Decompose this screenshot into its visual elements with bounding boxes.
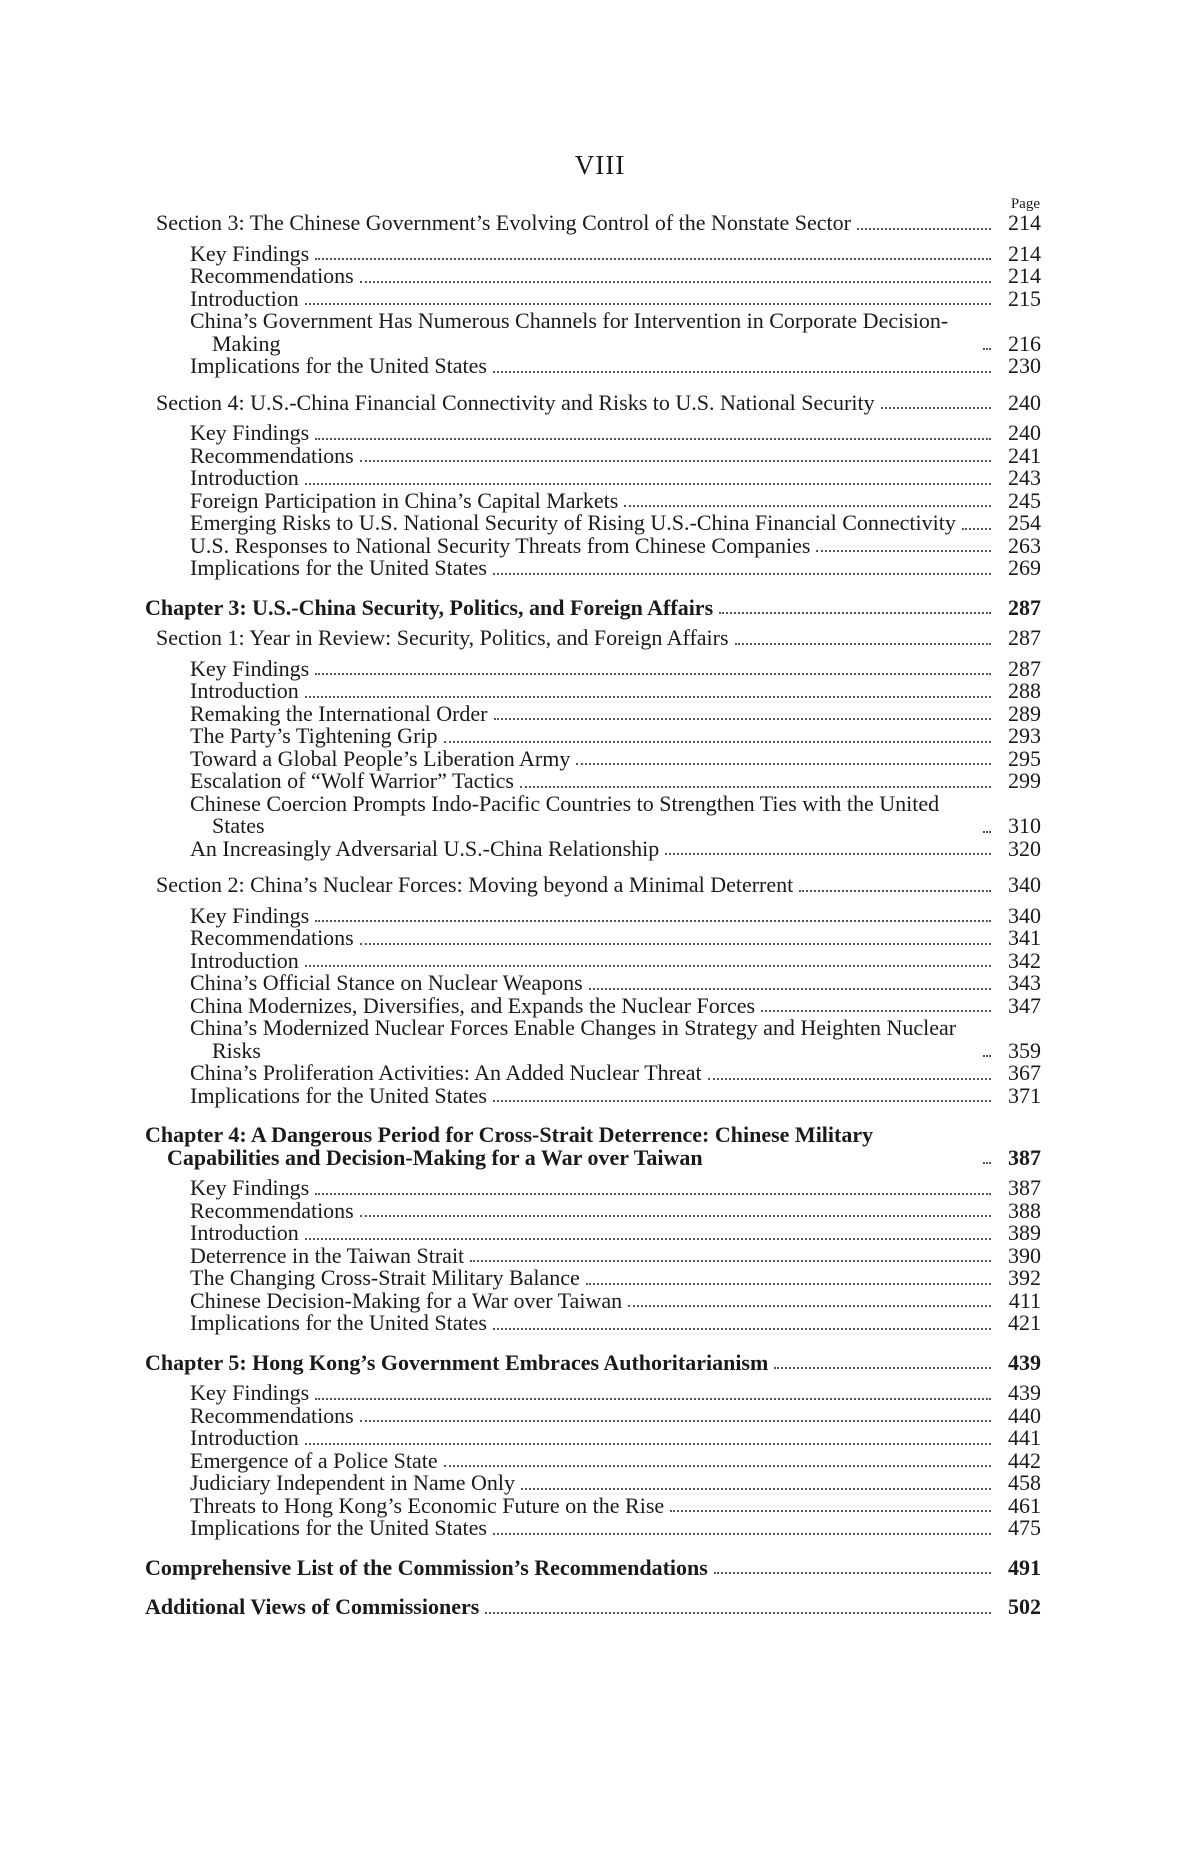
toc-item bbox=[145, 790, 1041, 838]
toc-item bbox=[145, 1517, 1041, 1540]
dot-leader bbox=[305, 1442, 991, 1445]
toc-entry-page: 461 bbox=[1008, 1492, 1041, 1518]
dot-leader bbox=[315, 1397, 991, 1400]
toc-entry-title: Introduction bbox=[190, 285, 299, 311]
toc-item bbox=[145, 655, 1041, 681]
dot-leader bbox=[493, 572, 991, 575]
toc-entry-page: 367 bbox=[1008, 1060, 1041, 1085]
toc-entry-title: Implications for the United States bbox=[190, 1082, 487, 1108]
dot-leader bbox=[315, 437, 991, 440]
dot-leader bbox=[493, 1327, 991, 1330]
toc-item bbox=[145, 1287, 1041, 1313]
toc-section bbox=[145, 389, 1041, 415]
toc-item bbox=[145, 947, 1041, 973]
toc-entry-title: Implications for the United States bbox=[190, 1515, 487, 1540]
toc-entry-title: Section 3: The Chinese Government’s Evolving Control of the Nonstate Sector bbox=[156, 210, 851, 235]
toc-item bbox=[145, 1177, 1041, 1200]
toc-entry-page: 387 bbox=[1008, 1175, 1041, 1200]
toc-entry-page: 295 bbox=[1008, 745, 1041, 771]
toc-item bbox=[145, 725, 1041, 748]
dot-leader bbox=[360, 942, 991, 945]
toc-item bbox=[145, 1472, 1041, 1495]
toc-entry-title: Chinese Decision-Making for a War over Taiwan bbox=[190, 1287, 623, 1313]
toc-entry-page: 240 bbox=[1008, 420, 1041, 445]
toc-item bbox=[145, 1312, 1041, 1335]
dot-leader bbox=[576, 762, 991, 765]
dot-leader bbox=[983, 1161, 991, 1164]
dot-leader bbox=[521, 1487, 991, 1490]
toc-item bbox=[145, 745, 1041, 771]
toc-entry-title: China’s Proliferation Activities: An Added Nuclear Threat bbox=[190, 1060, 702, 1085]
toc-entry-page: 269 bbox=[1008, 555, 1041, 580]
dot-leader bbox=[708, 1077, 991, 1080]
toc-entry-title: Threats to Hong Kong’s Economic Future on the Rise bbox=[190, 1492, 665, 1518]
toc-entry-page: 241 bbox=[1008, 442, 1041, 468]
toc-item bbox=[145, 1222, 1041, 1245]
toc-entry-page: 230 bbox=[1008, 353, 1041, 378]
toc-entry-page: 243 bbox=[1008, 465, 1041, 490]
dot-leader bbox=[719, 611, 991, 614]
toc-entry-title: Deterrence in the Taiwan Strait bbox=[190, 1242, 465, 1268]
toc-item bbox=[145, 700, 1041, 726]
toc-entry-page: 340 bbox=[1008, 902, 1041, 928]
toc-entry-page: 442 bbox=[1008, 1447, 1041, 1473]
toc-item bbox=[145, 972, 1041, 995]
toc-entry-title: Toward a Global People’s Liberation Army bbox=[190, 745, 571, 771]
toc-entry-page: 287 bbox=[1008, 655, 1041, 681]
toc-entry-page: 458 bbox=[1008, 1470, 1041, 1495]
dot-leader bbox=[493, 1099, 991, 1102]
toc-entry-title: Additional Views of Commissioners bbox=[145, 1594, 480, 1619]
toc-item bbox=[145, 487, 1041, 513]
dot-leader bbox=[305, 695, 991, 698]
dot-leader bbox=[881, 406, 991, 409]
toc-entry-title: Implications for the United States bbox=[190, 555, 487, 580]
toc-entry-page: 299 bbox=[1008, 768, 1041, 793]
toc-entry-page: 341 bbox=[1008, 925, 1041, 950]
dot-leader bbox=[665, 852, 991, 855]
toc-entry-page: 340 bbox=[1008, 872, 1041, 897]
toc-item bbox=[145, 1382, 1041, 1405]
toc-entry-page: 254 bbox=[1008, 510, 1041, 535]
toc-entry-page: 389 bbox=[1008, 1220, 1041, 1245]
dot-leader bbox=[305, 482, 991, 485]
toc-entry-title: Comprehensive List of the Commission’s Recommendations bbox=[145, 1554, 708, 1580]
dot-leader bbox=[624, 504, 991, 507]
toc-entry-page: 441 bbox=[1008, 1425, 1041, 1450]
page-column-label: Page bbox=[1010, 196, 1040, 212]
toc-entry-page: 214 bbox=[1008, 210, 1041, 235]
toc-item bbox=[145, 240, 1041, 266]
toc-entry-page: 214 bbox=[1008, 263, 1041, 288]
toc-item bbox=[145, 1242, 1041, 1268]
toc-item bbox=[145, 992, 1041, 1018]
toc-entry-page: 347 bbox=[1008, 992, 1041, 1018]
dot-leader bbox=[485, 1611, 991, 1614]
toc-entry-page: 287 bbox=[1008, 594, 1041, 620]
toc-entry-title: Introduction bbox=[190, 678, 299, 703]
toc-entry-page: 439 bbox=[1008, 1349, 1041, 1375]
toc-entry-page: 288 bbox=[1008, 678, 1041, 703]
toc-entry-title: The Party’s Tightening Grip bbox=[190, 723, 438, 748]
dot-leader bbox=[714, 1571, 991, 1574]
toc-entry-page: 289 bbox=[1008, 700, 1041, 726]
toc-entry-title: Foreign Participation in China’s Capital Markets bbox=[190, 487, 619, 513]
toc-entry-title: Key Findings bbox=[190, 420, 310, 445]
dot-leader bbox=[983, 830, 991, 833]
dot-leader bbox=[761, 1009, 991, 1012]
toc-entry-page: 343 bbox=[1008, 970, 1041, 995]
toc-entry-page: 216 bbox=[1008, 330, 1041, 356]
toc-entry-title: Recommendations bbox=[190, 263, 354, 288]
toc-entry-page: 263 bbox=[1008, 532, 1041, 558]
page-number: VIII bbox=[574, 150, 626, 180]
toc-item bbox=[145, 927, 1041, 950]
toc-entry-page: 387 bbox=[1008, 1144, 1041, 1170]
toc-item bbox=[145, 442, 1041, 468]
toc-entry-title: Key Findings bbox=[190, 902, 310, 928]
dot-leader bbox=[857, 227, 991, 230]
toc-entry-title: Introduction bbox=[190, 1220, 299, 1245]
toc-entry-title: Remaking the International Order bbox=[190, 700, 488, 726]
toc-entry-page: 388 bbox=[1008, 1197, 1041, 1223]
toc-item bbox=[145, 1082, 1041, 1108]
toc-entry-title: Judiciary Independent in Name Only bbox=[190, 1470, 516, 1495]
toc-entry-title: An Increasingly Adversarial U.S.-China Relationship bbox=[190, 835, 660, 861]
toc-section bbox=[145, 627, 1041, 650]
toc-item bbox=[145, 1062, 1041, 1085]
toc-chapter bbox=[145, 594, 1041, 620]
toc-item bbox=[145, 467, 1041, 490]
dot-leader bbox=[315, 919, 991, 922]
toc-entry-page: 491 bbox=[1008, 1554, 1041, 1580]
dot-leader bbox=[493, 370, 991, 373]
toc-item bbox=[145, 265, 1041, 288]
toc-item bbox=[145, 1492, 1041, 1518]
toc-entry-title: Recommendations bbox=[190, 442, 354, 468]
dot-leader bbox=[360, 1419, 991, 1422]
toc-entry-title: China’s Official Stance on Nuclear Weapons bbox=[190, 970, 583, 995]
toc-item bbox=[145, 680, 1041, 703]
toc-entry-page: 245 bbox=[1008, 487, 1041, 513]
dot-leader bbox=[315, 257, 991, 260]
dot-leader bbox=[360, 280, 991, 283]
toc-entry-title: Chapter 4: A Dangerous Period for Cross-Strait Deterrence: Chinese Military Capabilities and Decision-Making for a War over Taiwan bbox=[145, 1122, 874, 1170]
toc-entry-page: 214 bbox=[1008, 240, 1041, 266]
toc-chapter bbox=[145, 1554, 1041, 1580]
toc-entry-page: 293 bbox=[1008, 723, 1041, 748]
table-of-contents bbox=[145, 212, 1041, 1619]
toc-entry-title: Key Findings bbox=[190, 655, 310, 681]
toc-item bbox=[145, 1017, 1041, 1062]
toc-item bbox=[145, 1267, 1041, 1290]
toc-item bbox=[145, 1427, 1041, 1450]
toc-entry-title: Chapter 5: Hong Kong’s Government Embraces Authoritarianism bbox=[145, 1349, 769, 1375]
toc-item bbox=[145, 422, 1041, 445]
toc-entry-page: 215 bbox=[1008, 285, 1041, 311]
toc-entry-page: 440 bbox=[1008, 1402, 1041, 1428]
dot-leader bbox=[444, 1464, 991, 1467]
toc-entry-title: Recommendations bbox=[190, 1197, 354, 1223]
toc-chapter bbox=[145, 1349, 1041, 1375]
toc-entry-page: 475 bbox=[1008, 1515, 1041, 1540]
dot-leader bbox=[494, 717, 991, 720]
toc-entry-page: 392 bbox=[1008, 1265, 1041, 1290]
toc-entry-title: Introduction bbox=[190, 465, 299, 490]
dot-leader bbox=[735, 642, 991, 645]
dot-leader bbox=[470, 1259, 991, 1262]
toc-entry-page: 439 bbox=[1008, 1380, 1041, 1405]
toc-item bbox=[145, 355, 1041, 378]
dot-leader bbox=[799, 889, 991, 892]
toc-entry-page: 359 bbox=[1008, 1037, 1041, 1063]
dot-leader bbox=[589, 987, 991, 990]
toc-chapter bbox=[145, 1596, 1041, 1619]
toc-chapter bbox=[145, 1124, 1041, 1169]
toc-entry-page: 310 bbox=[1008, 813, 1041, 838]
dot-leader bbox=[774, 1366, 991, 1369]
toc-entry-page: 421 bbox=[1008, 1310, 1041, 1335]
toc-entry-title: Recommendations bbox=[190, 925, 354, 950]
dot-leader bbox=[983, 347, 991, 350]
toc-item bbox=[145, 532, 1041, 558]
toc-entry-title: Emergence of a Police State bbox=[190, 1447, 438, 1473]
toc-item bbox=[145, 1402, 1041, 1428]
toc-item bbox=[145, 310, 1041, 355]
toc-entry-title: Introduction bbox=[190, 947, 299, 973]
dot-leader bbox=[315, 672, 991, 675]
toc-entry-page: 320 bbox=[1008, 835, 1041, 861]
toc-entry-title: Escalation of “Wolf Warrior” Tactics bbox=[190, 768, 514, 793]
dot-leader bbox=[305, 302, 991, 305]
toc-entry-page: 502 bbox=[1008, 1594, 1041, 1619]
toc-entry-title: Key Findings bbox=[190, 1380, 310, 1405]
toc-entry-title: Implications for the United States bbox=[190, 1310, 487, 1335]
dot-leader bbox=[983, 1054, 991, 1057]
toc-entry-title: The Changing Cross-Strait Military Balance bbox=[190, 1265, 580, 1290]
dot-leader bbox=[360, 459, 991, 462]
dot-leader bbox=[962, 527, 991, 530]
toc-entry-page: 342 bbox=[1008, 947, 1041, 973]
dot-leader bbox=[493, 1532, 991, 1535]
toc-item bbox=[145, 835, 1041, 861]
toc-section bbox=[145, 212, 1041, 235]
dot-leader bbox=[360, 1214, 991, 1217]
toc-entry-page: 411 bbox=[1008, 1287, 1041, 1313]
toc-section bbox=[145, 874, 1041, 897]
dot-leader bbox=[444, 740, 991, 743]
dot-leader bbox=[315, 1192, 991, 1195]
toc-entry-title: China’s Modernized Nuclear Forces Enable Changes in Strategy and Heighten Nuclear Risks bbox=[190, 1015, 957, 1063]
dot-leader bbox=[816, 549, 991, 552]
toc-entry-title: U.S. Responses to National Security Threats from Chinese Companies bbox=[190, 532, 811, 558]
toc-item bbox=[145, 285, 1041, 311]
toc-entry-title: Key Findings bbox=[190, 1175, 310, 1200]
toc-item bbox=[145, 1447, 1041, 1473]
dot-leader bbox=[586, 1282, 991, 1285]
toc-entry-title: Recommendations bbox=[190, 1402, 354, 1428]
toc-entry-page: 371 bbox=[1008, 1082, 1041, 1108]
toc-entry-title: Implications for the United States bbox=[190, 353, 487, 378]
toc-item bbox=[145, 512, 1041, 535]
dot-leader bbox=[305, 964, 991, 967]
toc-entry-title: Introduction bbox=[190, 1425, 299, 1450]
toc-entry-title: Chinese Coercion Prompts Indo-Pacific Countries to Strengthen Ties with the United States bbox=[190, 790, 940, 838]
toc-entry-title: Section 2: China’s Nuclear Forces: Moving beyond a Minimal Deterrent bbox=[156, 872, 794, 897]
toc-entry-title: China Modernizes, Diversifies, and Expands the Nuclear Forces bbox=[190, 992, 756, 1018]
toc-entry-title: Key Findings bbox=[190, 240, 310, 266]
dot-leader bbox=[305, 1237, 991, 1240]
toc-item bbox=[145, 557, 1041, 580]
dot-leader bbox=[520, 785, 991, 788]
toc-entry-title: Chapter 3: U.S.-China Security, Politics, and Foreign Affairs bbox=[145, 594, 714, 620]
toc-entry-title: Section 1: Year in Review: Security, Politics, and Foreign Affairs bbox=[156, 625, 729, 650]
toc-entry-page: 287 bbox=[1008, 625, 1041, 650]
toc-item bbox=[145, 902, 1041, 928]
toc-entry-title: China’s Government Has Numerous Channels for Intervention in Corporate Decision-Making bbox=[190, 308, 949, 356]
toc-entry-title: Section 4: U.S.-China Financial Connectivity and Risks to U.S. National Security bbox=[156, 389, 875, 415]
toc-item bbox=[145, 1197, 1041, 1223]
toc-entry-page: 240 bbox=[1008, 389, 1041, 415]
toc-entry-title: Emerging Risks to U.S. National Security of Rising U.S.-China Financial Connectivity bbox=[190, 510, 956, 535]
toc-item bbox=[145, 770, 1041, 793]
toc-entry-page: 390 bbox=[1008, 1242, 1041, 1268]
dot-leader bbox=[670, 1509, 991, 1512]
dot-leader bbox=[628, 1304, 991, 1307]
